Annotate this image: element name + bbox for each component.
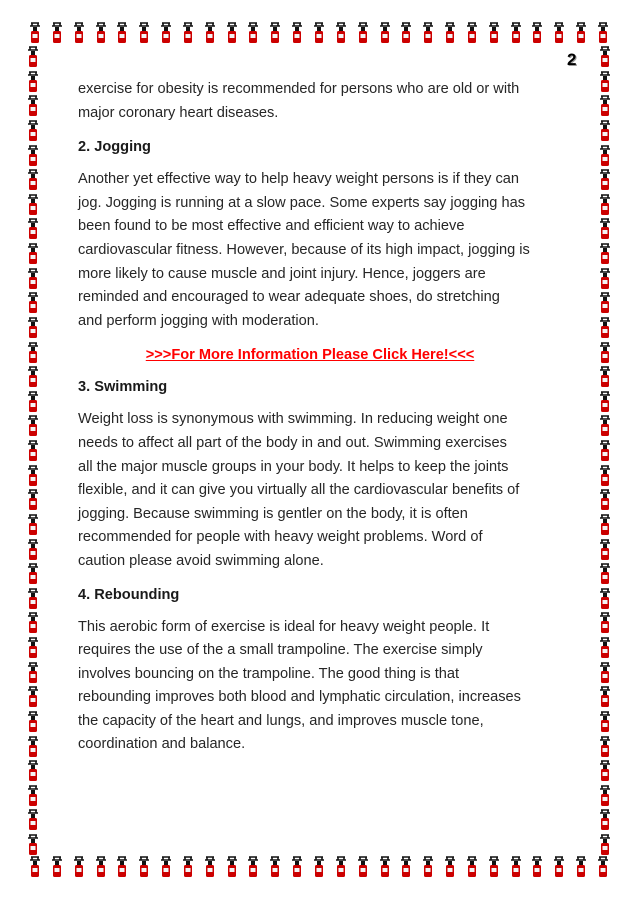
wine-bottle-icon <box>26 218 40 240</box>
wine-bottle-icon <box>487 856 501 878</box>
wine-bottle-icon <box>598 834 612 856</box>
text-line: coordination and balance. <box>78 736 246 753</box>
text-line: exercise for obesity is recommended for persons who are old or with <box>78 81 520 97</box>
wine-bottle-icon <box>334 22 348 44</box>
text-line: jogging. Because swimming is gentler on the body, it is often <box>78 505 468 522</box>
wine-bottle-icon <box>312 856 326 878</box>
text-line: involves bouncing on the trampoline. The good thing is that <box>78 665 460 682</box>
wine-bottle-icon <box>26 366 40 388</box>
text-line: needs to affect all part of the body in and out. Swimming exercises <box>78 434 507 451</box>
wine-bottle-icon <box>26 465 40 487</box>
wine-bottle-icon <box>26 711 40 733</box>
wine-bottle-icon <box>598 194 612 216</box>
wine-bottle-icon <box>26 760 40 782</box>
border-left <box>26 46 44 856</box>
wine-bottle-icon <box>26 120 40 142</box>
wine-bottle-icon <box>26 612 40 634</box>
border-right <box>598 46 616 856</box>
wine-bottle-icon <box>598 465 612 487</box>
wine-bottle-icon <box>225 22 239 44</box>
wine-bottle-icon <box>26 809 40 831</box>
wine-bottle-icon <box>598 711 612 733</box>
wine-bottle-icon <box>598 760 612 782</box>
wine-bottle-icon <box>378 22 392 44</box>
wine-bottle-icon <box>598 95 612 117</box>
wine-bottle-icon <box>268 856 282 878</box>
wine-bottle-icon <box>552 856 566 878</box>
wine-bottle-icon <box>225 856 239 878</box>
wine-bottle-icon <box>378 856 392 878</box>
wine-bottle-icon <box>598 809 612 831</box>
text-line: all the major muscle groups in your body. It helps to keep the joints <box>78 458 509 475</box>
wine-bottle-icon <box>598 46 612 68</box>
wine-bottle-icon <box>26 71 40 93</box>
wine-bottle-icon <box>94 856 108 878</box>
wine-bottle-icon <box>115 22 129 44</box>
wine-bottle-icon <box>598 342 612 364</box>
text-line: the capacity of the heart and lungs, and improves muscle tone, <box>78 712 484 729</box>
wine-bottle-icon <box>290 856 304 878</box>
wine-bottle-icon <box>598 317 612 339</box>
wine-bottle-icon <box>356 856 370 878</box>
wine-bottle-icon <box>26 169 40 191</box>
wine-bottle-icon <box>159 22 173 44</box>
wine-bottle-icon <box>598 637 612 659</box>
wine-bottle-icon <box>598 243 612 265</box>
wine-bottle-icon <box>28 22 42 44</box>
text-line: more likely to cause muscle and joint injury. Hence, joggers are <box>78 265 486 282</box>
wine-bottle-icon <box>598 292 612 314</box>
wine-bottle-icon <box>26 686 40 708</box>
heading-swimming: 3. Swimming <box>78 379 168 396</box>
wine-bottle-icon <box>203 22 217 44</box>
border-bottom <box>28 856 610 880</box>
wine-bottle-icon <box>598 120 612 142</box>
wine-bottle-icon <box>159 856 173 878</box>
wine-bottle-icon <box>137 856 151 878</box>
text-line: caution please avoid swimming alone. <box>78 552 324 569</box>
wine-bottle-icon <box>596 856 610 878</box>
wine-bottle-icon <box>26 489 40 511</box>
wine-bottle-icon <box>181 856 195 878</box>
wine-bottle-icon <box>598 71 612 93</box>
paragraph-jogging <box>78 168 568 333</box>
wine-bottle-icon <box>26 317 40 339</box>
wine-bottle-icon <box>268 22 282 44</box>
text-line: jog. Jogging is running at a slow pace. Some experts say jogging has <box>78 194 525 211</box>
more-info-link[interactable]: >>>For More Information Please Click Here!<<< <box>145 347 475 364</box>
wine-bottle-icon <box>598 785 612 807</box>
wine-bottle-icon <box>26 145 40 167</box>
paragraph-swimming <box>78 408 568 573</box>
wine-bottle-icon <box>26 194 40 216</box>
wine-bottle-icon <box>72 22 86 44</box>
wine-bottle-icon <box>598 686 612 708</box>
text-line: rebounding improves both blood and lymphatic circulation, increases <box>78 689 521 706</box>
wine-bottle-icon <box>94 22 108 44</box>
wine-bottle-icon <box>26 785 40 807</box>
wine-bottle-icon <box>26 637 40 659</box>
wine-bottle-icon <box>421 22 435 44</box>
wine-bottle-icon <box>28 856 42 878</box>
wine-bottle-icon <box>203 856 217 878</box>
wine-bottle-icon <box>26 588 40 610</box>
more-info-link-line <box>78 344 568 366</box>
text-line: reminded and encouraged to wear adequate shoes, do stretching <box>78 289 500 306</box>
text-line: and perform jogging with moderation. <box>78 312 319 329</box>
document-body <box>78 78 568 757</box>
wine-bottle-icon <box>598 145 612 167</box>
wine-bottle-icon <box>596 22 610 44</box>
wine-bottle-icon <box>509 22 523 44</box>
wine-bottle-icon <box>181 22 195 44</box>
wine-bottle-icon <box>356 22 370 44</box>
wine-bottle-icon <box>598 489 612 511</box>
text-line: major coronary heart diseases. <box>78 104 279 121</box>
text-line: recommended for people with heavy weight problems. Word of <box>78 529 483 546</box>
wine-bottle-icon <box>50 856 64 878</box>
text-line: Another yet effective way to help heavy weight persons is if they can <box>78 171 520 188</box>
wine-bottle-icon <box>137 22 151 44</box>
wine-bottle-icon <box>26 563 40 585</box>
wine-bottle-icon <box>598 415 612 437</box>
text-line: flexible, and it can give you virtually all the cardiovascular benefits of <box>78 482 520 499</box>
wine-bottle-icon <box>26 440 40 462</box>
heading-jogging: 2. Jogging <box>78 139 151 156</box>
wine-bottle-icon <box>598 440 612 462</box>
wine-bottle-icon <box>26 243 40 265</box>
wine-bottle-icon <box>26 391 40 413</box>
wine-bottle-icon <box>290 22 304 44</box>
wine-bottle-icon <box>26 268 40 290</box>
wine-bottle-icon <box>598 588 612 610</box>
wine-bottle-icon <box>574 856 588 878</box>
wine-bottle-icon <box>26 514 40 536</box>
wine-bottle-icon <box>598 391 612 413</box>
wine-bottle-icon <box>26 662 40 684</box>
text-line: Weight loss is synonymous with swimming. In reducing weight one <box>78 411 508 428</box>
wine-bottle-icon <box>246 22 260 44</box>
paragraph-rebounding <box>78 616 568 758</box>
wine-bottle-icon <box>26 539 40 561</box>
wine-bottle-icon <box>552 22 566 44</box>
wine-bottle-icon <box>26 342 40 364</box>
wine-bottle-icon <box>598 366 612 388</box>
wine-bottle-icon <box>72 856 86 878</box>
wine-bottle-icon <box>465 22 479 44</box>
wine-bottle-icon <box>598 612 612 634</box>
wine-bottle-icon <box>530 22 544 44</box>
heading-rebounding: 4. Rebounding <box>78 586 180 603</box>
wine-bottle-icon <box>598 514 612 536</box>
wine-bottle-icon <box>598 563 612 585</box>
page-number: 2 <box>567 50 577 69</box>
text-line: This aerobic form of exercise is ideal for heavy weight people. It <box>78 618 490 635</box>
wine-bottle-icon <box>26 415 40 437</box>
wine-bottle-icon <box>574 22 588 44</box>
wine-bottle-icon <box>26 736 40 758</box>
text-line: cardiovascular fitness. However, because of its high impact, jogging is <box>78 241 530 258</box>
text-line: been found to be most effective and efficient way to achieve <box>78 218 465 235</box>
border-top <box>28 22 610 46</box>
wine-bottle-icon <box>399 856 413 878</box>
wine-bottle-icon <box>26 834 40 856</box>
wine-bottle-icon <box>598 268 612 290</box>
wine-bottle-icon <box>443 22 457 44</box>
wine-bottle-icon <box>598 662 612 684</box>
wine-bottle-icon <box>598 218 612 240</box>
wine-bottle-icon <box>598 736 612 758</box>
wine-bottle-icon <box>399 22 413 44</box>
wine-bottle-icon <box>487 22 501 44</box>
wine-bottle-icon <box>312 22 326 44</box>
paragraph-intro <box>78 78 568 125</box>
wine-bottle-icon <box>421 856 435 878</box>
wine-bottle-icon <box>530 856 544 878</box>
wine-bottle-icon <box>115 856 129 878</box>
wine-bottle-icon <box>443 856 457 878</box>
wine-bottle-icon <box>26 46 40 68</box>
wine-bottle-icon <box>465 856 479 878</box>
text-line: requires the use of the a small trampoline. The exercise simply <box>78 642 483 659</box>
wine-bottle-icon <box>598 169 612 191</box>
wine-bottle-icon <box>598 539 612 561</box>
wine-bottle-icon <box>26 95 40 117</box>
wine-bottle-icon <box>246 856 260 878</box>
wine-bottle-icon <box>334 856 348 878</box>
wine-bottle-icon <box>50 22 64 44</box>
wine-bottle-icon <box>26 292 40 314</box>
wine-bottle-icon <box>509 856 523 878</box>
